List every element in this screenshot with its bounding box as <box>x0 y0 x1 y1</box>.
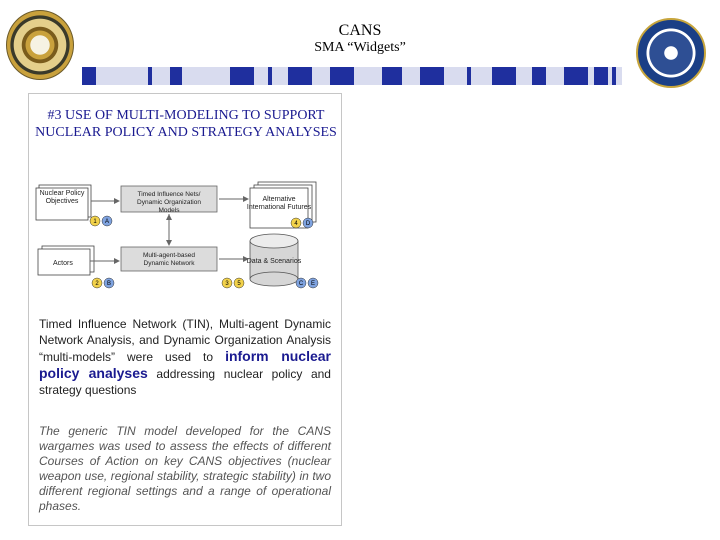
svg-text:D: D <box>305 221 311 227</box>
panel-heading: #3 USE OF MULTI-MODELING TO SUPPORT NUCLEAR POLICY AND STRATEGY ANALYSES <box>35 108 337 140</box>
svg-text:5: 5 <box>237 281 241 287</box>
summary-text-b: addressing nuclear policy and strategy questions <box>39 367 331 397</box>
node-actors-label: Actors <box>53 260 73 267</box>
badge-E <box>308 278 318 288</box>
node-nuclear-policy <box>36 185 91 220</box>
badge-D <box>303 218 313 228</box>
node-nuclear-policy-label: Nuclear Policy Objectives <box>39 190 85 205</box>
svg-text:B: B <box>106 281 112 287</box>
summary-text-a: Timed Influence Network (TIN), Multi-agent Dynamic Network Analysis, and Dynamic Organization Analysis “multi-models” were used to <box>39 317 331 364</box>
svg-text:4: 4 <box>294 221 298 227</box>
svg-text:C: C <box>298 281 304 287</box>
node-tin-model-label: Timed Influence Nets/ Dynamic Organization Models <box>137 191 201 214</box>
node-alt-futures-label: Alternative International Futures <box>246 196 312 211</box>
badge-C <box>296 278 306 288</box>
node-actors <box>38 246 94 275</box>
summary-paragraph <box>39 316 331 398</box>
node-multi-agent <box>121 247 217 271</box>
badge-3 <box>222 278 232 288</box>
badge-5 <box>234 278 244 288</box>
node-data-scenarios-label: Data & Scenarios <box>246 258 302 265</box>
slide-subtitle: SMA “Widgets” <box>314 40 406 55</box>
slide-title: CANS <box>338 22 382 39</box>
detail-paragraph: The generic TIN model developed for the CANS wargames was used to assess the effects of different Courses of Action on key CANS objectives (nuclear weapon use, regional stability, strategic stability) in two different regional settings and a range of operational phases. <box>39 424 331 513</box>
content-panel <box>28 93 342 526</box>
svg-text:3: 3 <box>225 281 229 287</box>
node-data-scenarios <box>247 234 302 286</box>
badge-A <box>102 216 112 226</box>
badge-2 <box>92 278 102 288</box>
badge-4 <box>291 218 301 228</box>
header-decorative-bar <box>82 67 622 85</box>
node-multi-agent-label: Multi-agent-based Dynamic Network <box>142 252 196 267</box>
svg-text:E: E <box>310 281 316 287</box>
badge-1 <box>90 216 100 226</box>
node-tin-model <box>121 186 217 214</box>
summary-highlight: inform nuclear policy analyses <box>39 348 331 381</box>
svg-text:A: A <box>104 219 110 225</box>
svg-text:2: 2 <box>95 281 99 287</box>
svg-text:1: 1 <box>93 219 97 225</box>
badge-B <box>104 278 114 288</box>
